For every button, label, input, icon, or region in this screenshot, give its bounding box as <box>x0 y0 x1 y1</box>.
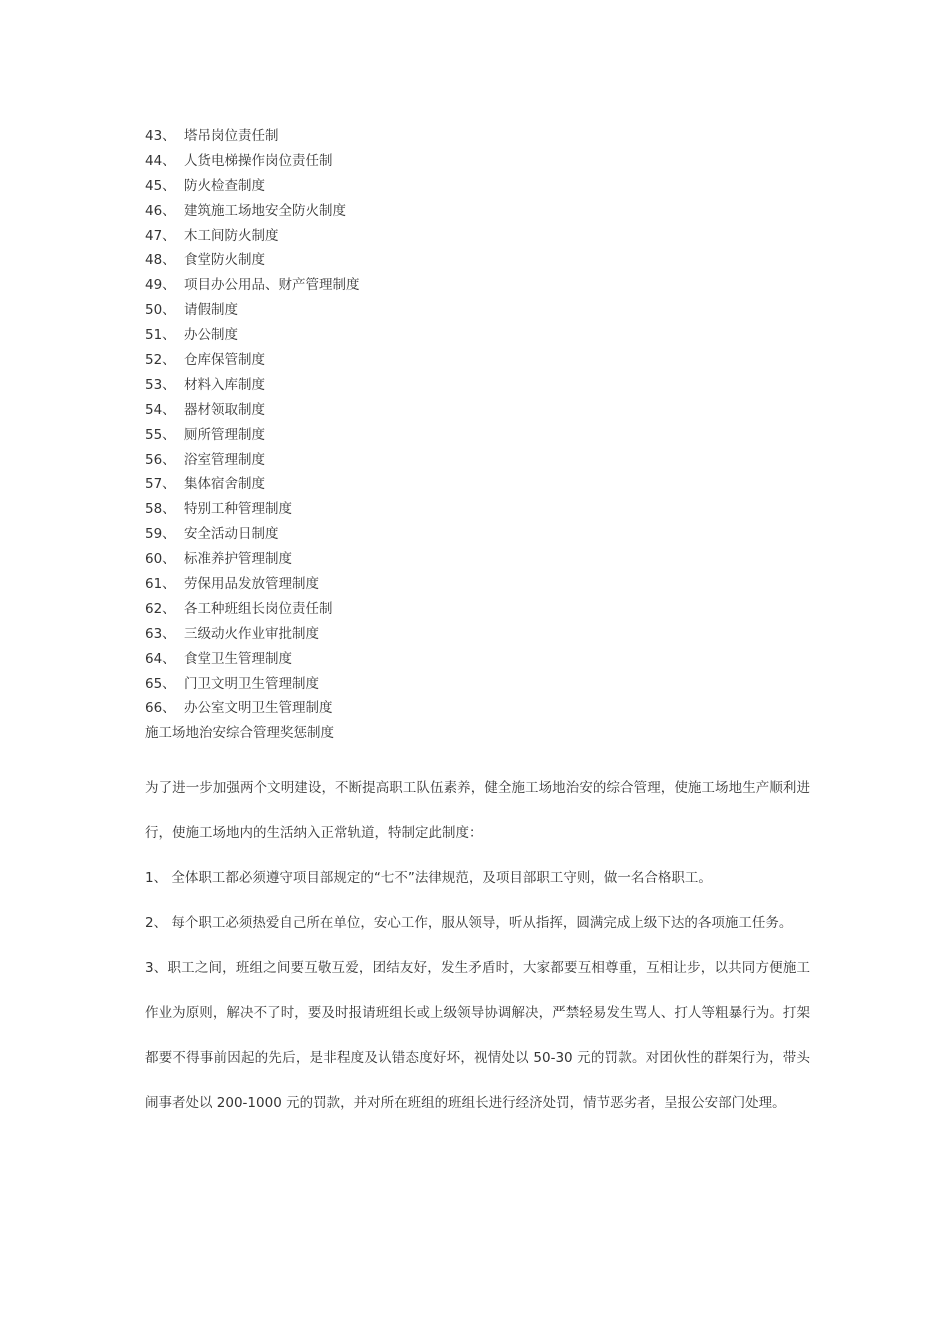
list-item-text: 请假制度 <box>184 302 238 319</box>
list-item-number: 52、 <box>145 352 176 369</box>
list-item-text: 三级动火作业审批制度 <box>184 625 319 642</box>
list-item <box>145 696 810 721</box>
list-item-number: 59、 <box>145 526 176 543</box>
list-item <box>145 248 810 273</box>
list-item-number: 45、 <box>145 177 176 194</box>
list-item-number: 55、 <box>145 426 176 443</box>
list-item-text: 厕所管理制度 <box>184 426 265 443</box>
list-item-number: 48、 <box>145 252 176 269</box>
list-item-text: 仓库保管制度 <box>184 352 265 369</box>
list-item <box>145 273 810 298</box>
list-item <box>145 174 810 199</box>
list-item <box>145 522 810 547</box>
list-item-text: 劳保用品发放管理制度 <box>184 576 319 593</box>
list-item-number: 49、 <box>145 277 176 294</box>
list-item <box>145 373 810 398</box>
list-item-text: 项目办公用品、财产管理制度 <box>184 277 360 294</box>
rule-paragraph-1: 1、 全体职工都必须遵守项目部规定的“七不”法律规范，及项目部职工守则，做一名合格职工。 <box>145 870 712 887</box>
list-item-text: 特别工种管理制度 <box>184 501 292 518</box>
list-item-text: 浴室管理制度 <box>184 451 265 468</box>
list-item <box>145 497 810 522</box>
list-item <box>145 224 810 249</box>
section-title: 施工场地治安综合管理奖惩制度 <box>145 725 334 742</box>
list-item <box>145 149 810 174</box>
list-item-text: 集体宿舍制度 <box>184 476 265 493</box>
list-item-number: 46、 <box>145 202 176 219</box>
list-item <box>145 547 810 572</box>
list-item <box>145 448 810 473</box>
intro-paragraph: 为了进一步加强两个文明建设，不断提高职工队伍素养，健全施工场地治安的综合管理，使施工场地生产顺利进行，使施工场地内的生活纳入正常轨道，特制定此制度： <box>145 780 810 842</box>
list-item-text: 食堂防火制度 <box>184 252 265 269</box>
list-item <box>145 472 810 497</box>
list-item-number: 63、 <box>145 625 176 642</box>
list-item <box>145 622 810 647</box>
rule-paragraph-3: 3、职工之间，班组之间要互敬互爱，团结友好，发生矛盾时，大家都要互相尊重，互相让步，以共同方便施工作业为原则，解决不了时，要及时报请班组长或上级领导协调解决，严禁轻易发生骂人、打人等粗暴行为。打架都要不得事前因起的先后，是非程度及认错态度好坏，视情处以 50-30 元的罚款。对团伙性的群架行为，带头闹事者处以 200-1000 元的罚款，并对所在班组的班组长进行经济处罚，情节恶劣者，呈报公安部门处理。 <box>145 960 810 1112</box>
list-item-number: 47、 <box>145 227 176 244</box>
list-item-number: 62、 <box>145 600 176 617</box>
list-item-text: 塔吊岗位责任制 <box>184 128 279 144</box>
list-item <box>145 323 810 348</box>
list-item-text: 木工间防火制度 <box>184 227 279 244</box>
list-item-number: 51、 <box>145 327 176 344</box>
list-item-number: 58、 <box>145 501 176 518</box>
list-item-number: 61、 <box>145 576 176 593</box>
list-item-text: 门卫文明卫生管理制度 <box>184 675 319 692</box>
list-item-text: 材料入库制度 <box>184 376 265 393</box>
list-item-text: 人货电梯操作岗位责任制 <box>184 152 333 169</box>
list-item-number: 65、 <box>145 675 176 692</box>
list-item-number: 50、 <box>145 302 176 319</box>
list-item-number: 66、 <box>145 700 176 717</box>
list-item-number: 60、 <box>145 551 176 568</box>
list-item-number: 54、 <box>145 401 176 418</box>
list-item-number: 57、 <box>145 476 176 493</box>
list-item <box>145 348 810 373</box>
list-item-text: 各工种班组长岗位责任制 <box>184 600 333 617</box>
list-item-text: 器材领取制度 <box>184 401 265 418</box>
list-item <box>145 672 810 697</box>
list-item <box>145 423 810 448</box>
list-item-text: 标准养护管理制度 <box>184 551 292 568</box>
document-page <box>145 124 810 1126</box>
list-item-text: 办公室文明卫生管理制度 <box>184 700 333 717</box>
list-item <box>145 572 810 597</box>
regulation-list <box>145 124 810 721</box>
body-text <box>145 766 810 1126</box>
list-item-number: 56、 <box>145 451 176 468</box>
list-item-text: 建筑施工场地安全防火制度 <box>184 202 346 219</box>
list-item-text: 防火检查制度 <box>184 177 265 194</box>
rule-paragraph-2: 2、 每个职工必须热爱自己所在单位，安心工作，服从领导，听从指挥，圆满完成上级下达的各项施工任务。 <box>145 915 793 932</box>
list-item-number: 44、 <box>145 152 176 169</box>
list-item <box>145 199 810 224</box>
list-item <box>145 398 810 423</box>
list-item-text: 办公制度 <box>184 327 238 344</box>
list-item-text: 安全活动日制度 <box>184 526 279 543</box>
list-item-text: 食堂卫生管理制度 <box>184 650 292 667</box>
list-item <box>145 298 810 323</box>
list-item-number: 53、 <box>145 376 176 393</box>
list-item-number: 43、 <box>145 128 176 144</box>
list-item <box>145 124 810 149</box>
list-item-number: 64、 <box>145 650 176 667</box>
list-item <box>145 597 810 622</box>
list-item <box>145 647 810 672</box>
